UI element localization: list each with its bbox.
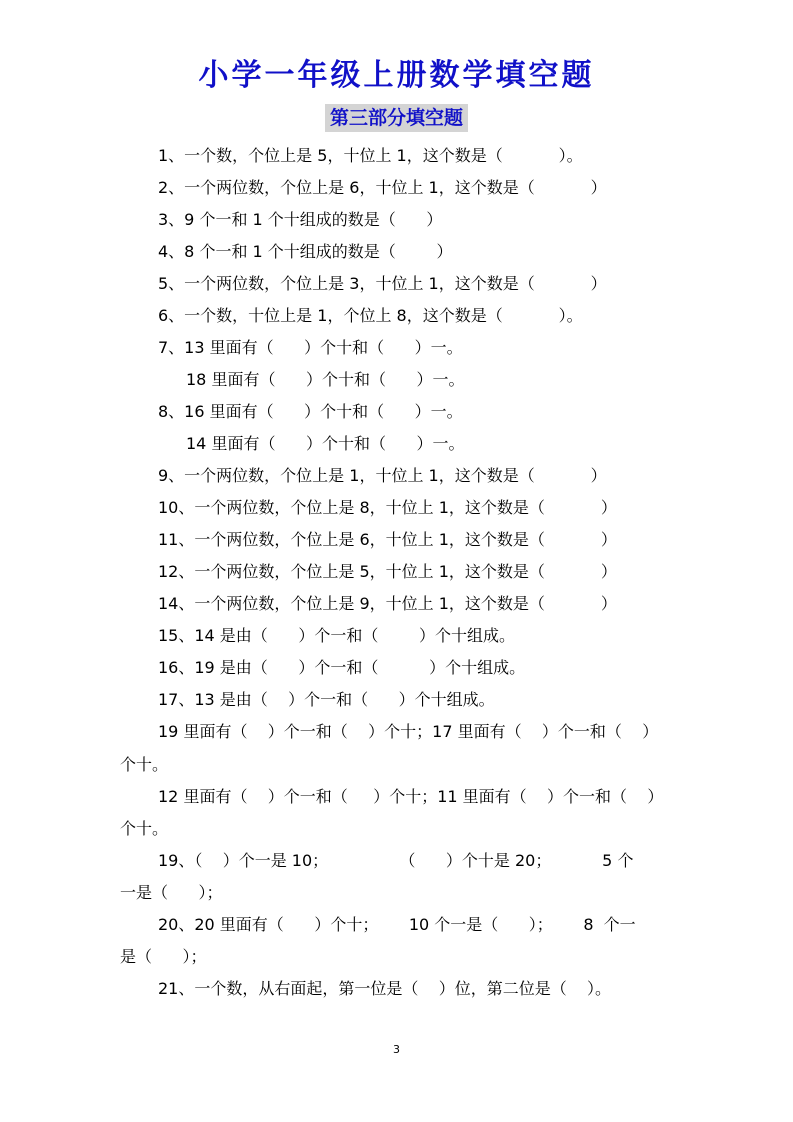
section-subtitle: 第三部分填空题 [325, 104, 468, 132]
page-number: 3 [393, 1043, 400, 1056]
question-line: 12、一个两位数，个位上是 5，十位上 1，这个数是（ ） [158, 562, 617, 581]
question-line: 21、一个数，从右面起，第一位是（ ）位，第二位是（ ）。 [158, 979, 612, 998]
question-line: 17、13 是由（ ）个一和（ ）个十组成。 [158, 690, 495, 709]
question-line: 14 里面有（ ）个十和（ ）一。 [186, 434, 465, 453]
question-line: 10、一个两位数，个位上是 8，十位上 1，这个数是（ ） [158, 498, 617, 517]
question-line: 9、一个两位数，个位上是 1，十位上 1，这个数是（ ） [158, 466, 607, 485]
question-line: 2、一个两位数，个位上是 6，十位上 1，这个数是（ ） [158, 178, 607, 197]
question-line: 6、一个数，十位上是 1，个位上 8，这个数是（ ）。 [158, 306, 583, 325]
question-line: 20、20 里面有（ ）个十； 10 个一是（ ）； 8 个一 [158, 915, 636, 934]
question-line: 11、一个两位数，个位上是 6，十位上 1，这个数是（ ） [158, 530, 617, 549]
question-line: 7、13 里面有（ ）个十和（ ）一。 [158, 338, 463, 357]
question-line: 是（ ）； [120, 947, 207, 966]
question-line: 一是（ ）； [120, 883, 223, 902]
question-line: 15、14 是由（ ）个一和（ ）个十组成。 [158, 626, 516, 645]
question-line: 16、19 是由（ ）个一和（ ）个十组成。 [158, 658, 526, 677]
subtitle-wrap [0, 104, 793, 132]
question-line: 19 里面有（ ）个一和（ ）个十；17 里面有（ ）个一和（ ） [158, 722, 659, 741]
question-line: 1、一个数，个位上是 5，十位上 1，这个数是（ ）。 [158, 146, 583, 165]
question-line: 8、16 里面有（ ）个十和（ ）一。 [158, 402, 463, 421]
question-line: 18 里面有（ ）个十和（ ）一。 [186, 370, 465, 389]
question-line: 3、9 个一和 1 个十组成的数是（ ） [158, 210, 443, 229]
question-line: 5、一个两位数，个位上是 3，十位上 1，这个数是（ ） [158, 274, 607, 293]
question-line: 14、一个两位数，个位上是 9，十位上 1，这个数是（ ） [158, 594, 617, 613]
question-line: 19、（ ）个一是 10； （ ）个十是 20； 5 个 [158, 851, 634, 870]
page-title: 小学一年级上册数学填空题 [198, 58, 595, 93]
question-line: 4、8 个一和 1 个十组成的数是（ ） [158, 242, 453, 261]
question-line: 个十。 [120, 755, 169, 774]
question-line: 个十。 [120, 819, 169, 838]
question-line: 12 里面有（ ）个一和（ ）个十；11 里面有（ ）个一和（ ） [158, 787, 664, 806]
